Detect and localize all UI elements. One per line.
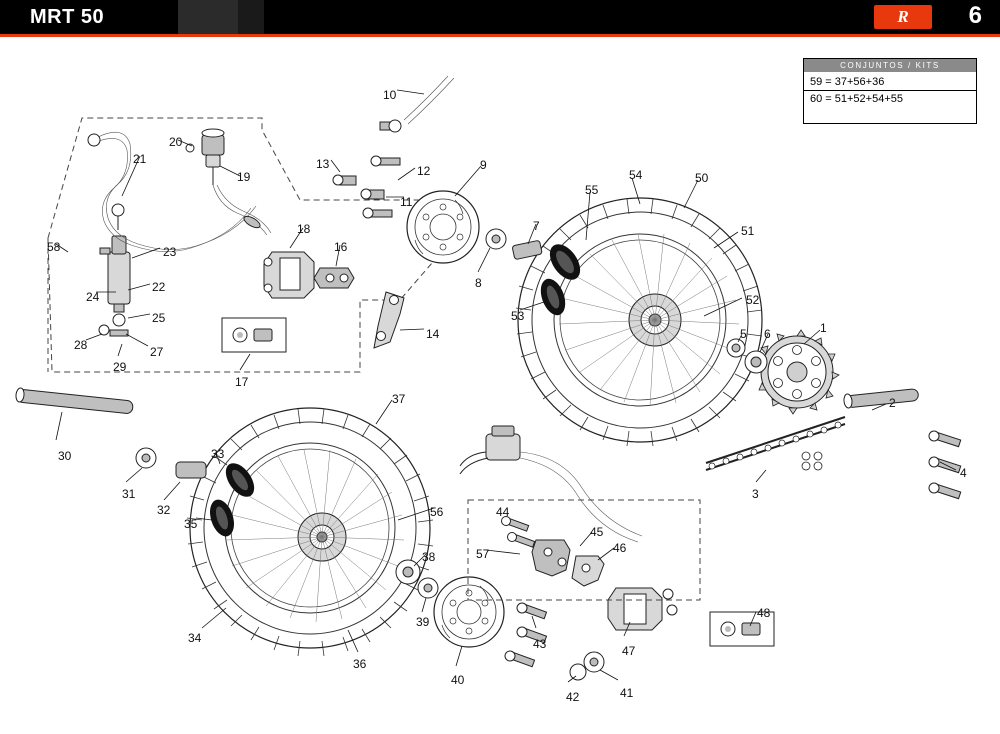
callout-46: 46 [613, 541, 627, 555]
callout-7: 7 [533, 219, 540, 233]
callout-32: 32 [157, 503, 171, 517]
callout-14: 14 [426, 327, 440, 341]
front-brake-caliper [608, 588, 677, 630]
callout-55: 55 [585, 183, 599, 197]
callout-28: 28 [74, 338, 88, 352]
callout-53: 53 [511, 309, 525, 323]
front-caliper-pads [532, 540, 604, 586]
callout-39: 39 [416, 615, 430, 629]
callout-35: 35 [184, 517, 198, 531]
callout-13: 13 [316, 157, 330, 171]
callout-48: 48 [757, 606, 771, 620]
front-axle [15, 388, 133, 414]
callout-54: 54 [629, 168, 643, 182]
callout-34: 34 [188, 631, 202, 645]
callout-25: 25 [152, 311, 166, 325]
callout-51: 51 [741, 224, 755, 238]
callout-30: 30 [58, 449, 72, 463]
callout-45: 45 [590, 525, 604, 539]
rear-master-cylinder-group [88, 129, 271, 336]
brand-logo-letter: R [897, 7, 909, 26]
callout-58: 58 [47, 240, 61, 254]
callout-56: 56 [430, 505, 444, 519]
front-brake-lever [460, 426, 642, 542]
kits-row-1: 59 = 37+56+36 [810, 76, 885, 88]
callout-37: 37 [392, 392, 406, 406]
callout-18: 18 [297, 222, 311, 236]
callout-52: 52 [746, 293, 760, 307]
callout-20: 20 [169, 135, 183, 149]
rear-caliper-bracket [314, 268, 354, 288]
kits-table-heading: CONJUNTOS / KITS [840, 61, 940, 70]
callout-16: 16 [334, 240, 348, 254]
rear-axle [843, 388, 919, 408]
rear-brake-disc [407, 191, 479, 263]
callout-11: 11 [400, 195, 413, 209]
rear-sprocket [755, 330, 839, 414]
callout-36: 36 [353, 657, 367, 671]
callout-9: 9 [480, 158, 487, 172]
callout-47: 47 [622, 644, 636, 658]
callout-17: 17 [235, 375, 249, 389]
callout-3: 3 [752, 487, 759, 501]
callout-24: 24 [86, 290, 100, 304]
callout-41: 41 [620, 686, 634, 700]
rear-torque-arm [374, 292, 404, 348]
callout-29: 29 [113, 360, 127, 374]
callout-38: 38 [422, 550, 436, 564]
callout-23: 23 [163, 245, 177, 259]
callout-4: 4 [960, 466, 967, 480]
callout-12: 12 [417, 164, 431, 178]
front-brake-disc [434, 577, 504, 647]
callout-5: 5 [740, 327, 747, 341]
callout-31: 31 [122, 487, 136, 501]
callout-19: 19 [237, 170, 251, 184]
page-number: 6 [968, 2, 982, 29]
callout-44: 44 [496, 505, 510, 519]
callout-2: 2 [889, 396, 896, 410]
callout-27: 27 [150, 345, 164, 359]
callout-10: 10 [383, 88, 397, 102]
callout-40: 40 [451, 673, 465, 687]
front-wheel-group [187, 408, 436, 656]
callout-1: 1 [820, 321, 827, 335]
callout-6: 6 [764, 327, 771, 341]
rear-wheel-group [516, 198, 762, 446]
brake-pad-kit-17 [222, 318, 286, 352]
callout-50: 50 [695, 171, 709, 185]
model-title: MRT 50 [30, 6, 105, 28]
callout-8: 8 [475, 276, 482, 290]
rear-brake-caliper [264, 252, 314, 298]
kits-row-2: 60 = 51+52+54+55 [810, 93, 903, 105]
drive-chain [706, 417, 845, 470]
callout-33: 33 [211, 447, 225, 461]
callout-42: 42 [566, 690, 580, 704]
callout-43: 43 [533, 637, 547, 651]
callout-22: 22 [152, 280, 166, 294]
callout-57: 57 [476, 547, 490, 561]
callout-21: 21 [133, 152, 147, 166]
